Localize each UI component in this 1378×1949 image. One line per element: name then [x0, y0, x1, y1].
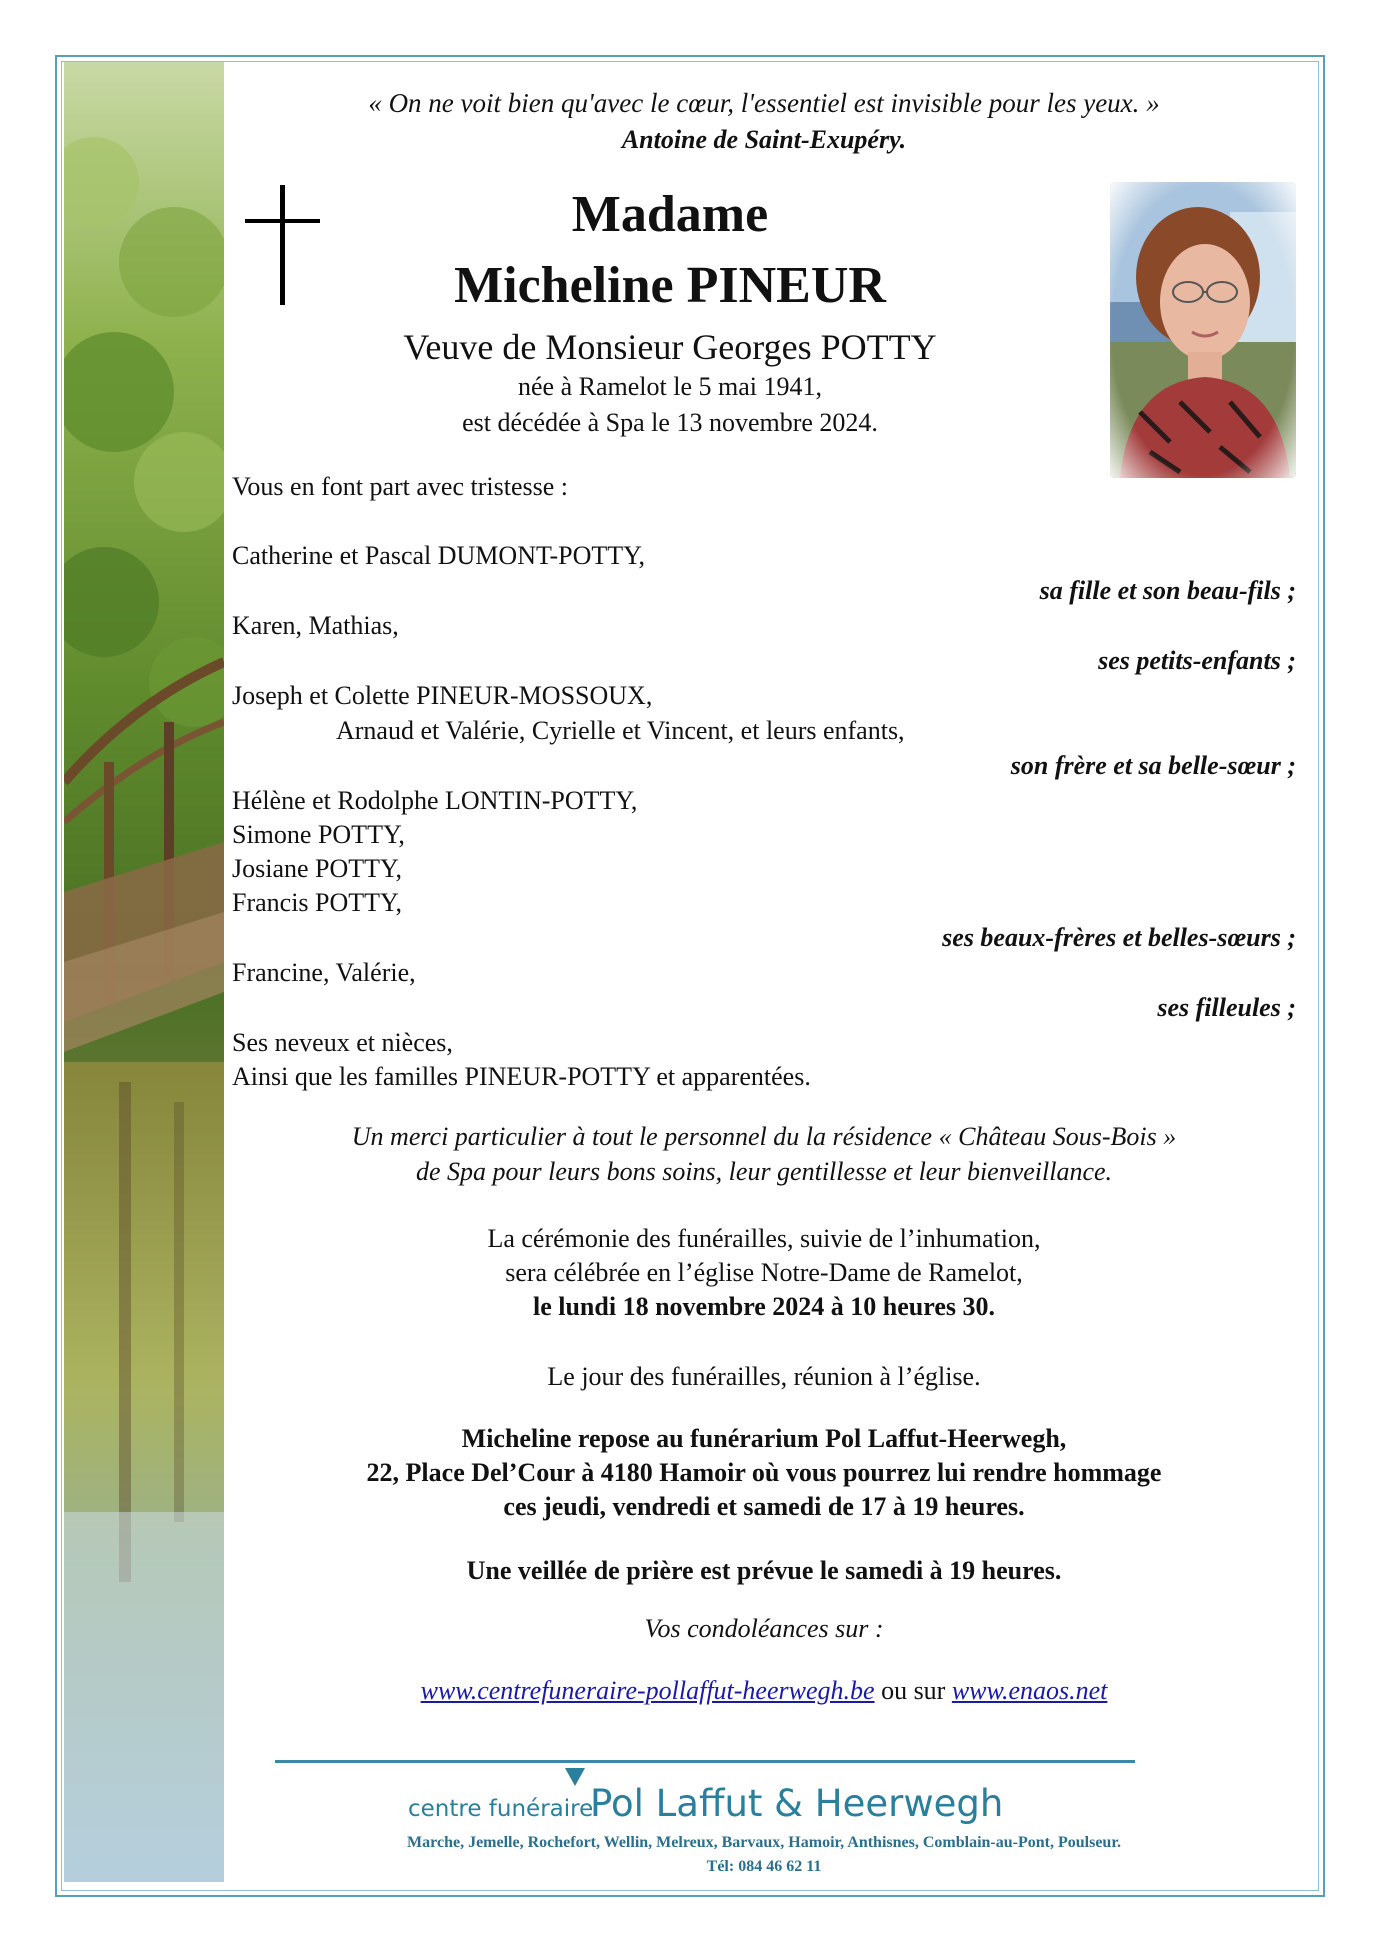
footer-locations: Marche, Jemelle, Rochefort, Wellin, Melreux, Barvaux, Hamoir, Anthisnes, Comblain-au-Pont, Poulseur. [407, 1834, 1121, 1851]
family-line: Josiane POTTY, [232, 854, 402, 883]
family-line: Karen, Mathias, [232, 611, 399, 640]
footer-brand: Pol Laffut & Heerwegh [590, 1782, 1004, 1825]
rest-line-3: ces jeudi, vendredi et samedi de 17 à 19 heures. [503, 1492, 1025, 1521]
birth-line: née à Ramelot le 5 mai 1941, [518, 372, 822, 401]
family-line: Francis POTTY, [232, 888, 402, 917]
family-line: Ainsi que les familles PINEUR-POTTY et apparentées. [232, 1062, 811, 1091]
relation-label: sa fille et son beau-fils ; [1039, 576, 1296, 605]
condolences-links [232, 1676, 1296, 1706]
enaos-website-link[interactable]: www.enaos.net [951, 1676, 1108, 1705]
ceremony-meeting: Le jour des funérailles, réunion à l’église. [547, 1362, 981, 1391]
rest-line-1: Micheline repose au funérarium Pol Laffut-Heerwegh, [461, 1424, 1067, 1453]
relation-label: son frère et sa belle-sœur ; [1010, 751, 1296, 780]
family-intro: Vous en font part avec tristesse : [232, 472, 568, 501]
family-line: Joseph et Colette PINEUR-MOSSOUX, [232, 681, 653, 710]
family-line: Simone POTTY, [232, 820, 405, 849]
or-text: ou sur [881, 1676, 946, 1705]
deceased-name: Micheline PINEUR [454, 257, 886, 314]
ceremony-line-1: La cérémonie des funérailles, suivie de l’inhumation, [487, 1224, 1041, 1253]
relation-label: ses filleules ; [1157, 993, 1296, 1022]
condolences-label: Vos condoléances sur : [644, 1614, 884, 1643]
title-madame: Madame [571, 186, 769, 243]
triangle-marker-icon [565, 1768, 585, 1786]
footer-prefix: centre funéraire [408, 1796, 594, 1822]
rest-line-2: 22, Place Del’Cour à 4180 Hamoir où vous pourrez lui rendre hommage [366, 1458, 1162, 1487]
thanks-line-1: Un merci particulier à tout le personnel du la résidence « Château Sous-Bois » [351, 1122, 1177, 1151]
death-line: est décédée à Spa le 13 novembre 2024. [462, 408, 878, 437]
family-line: Francine, Valérie, [232, 958, 416, 987]
relation-label: ses petits-enfants ; [1098, 646, 1296, 675]
forest-bridge-image [64, 62, 224, 1882]
funeral-website-link[interactable]: www.centrefuneraire-pollaffut-heerwegh.be [420, 1676, 875, 1705]
family-line: Catherine et Pascal DUMONT-POTTY, [232, 541, 646, 570]
quote-author: Antoine de Saint-Exupéry. [621, 125, 907, 154]
portrait-photo [1110, 182, 1296, 478]
widow-line: Veuve de Monsieur Georges POTTY [403, 327, 937, 367]
relation-label: ses beaux-frères et belles-sœurs ; [942, 923, 1296, 952]
ceremony-line-2: sera célébrée en l’église Notre-Dame de Ramelot, [505, 1258, 1023, 1287]
quote-text: « On ne voit bien qu'avec le cœur, l'essentiel est invisible pour les yeux. » [368, 88, 1160, 118]
footer-phone: Tél: 084 46 62 11 [706, 1858, 822, 1875]
family-line: Ses neveux et nièces, [232, 1028, 453, 1057]
family-line: Hélène et Rodolphe LONTIN-POTTY, [232, 786, 638, 815]
vigil-line: Une veillée de prière est prévue le samedi à 19 heures. [466, 1556, 1062, 1585]
thanks-line-2: de Spa pour leurs bons soins, leur gentillesse et leur bienveillance. [415, 1157, 1113, 1186]
cross-icon [245, 185, 320, 305]
family-line: Arnaud et Valérie, Cyrielle et Vincent, et leurs enfants, [336, 716, 905, 745]
footer-divider [275, 1760, 1135, 1763]
ceremony-date: le lundi 18 novembre 2024 à 10 heures 30. [532, 1292, 995, 1321]
